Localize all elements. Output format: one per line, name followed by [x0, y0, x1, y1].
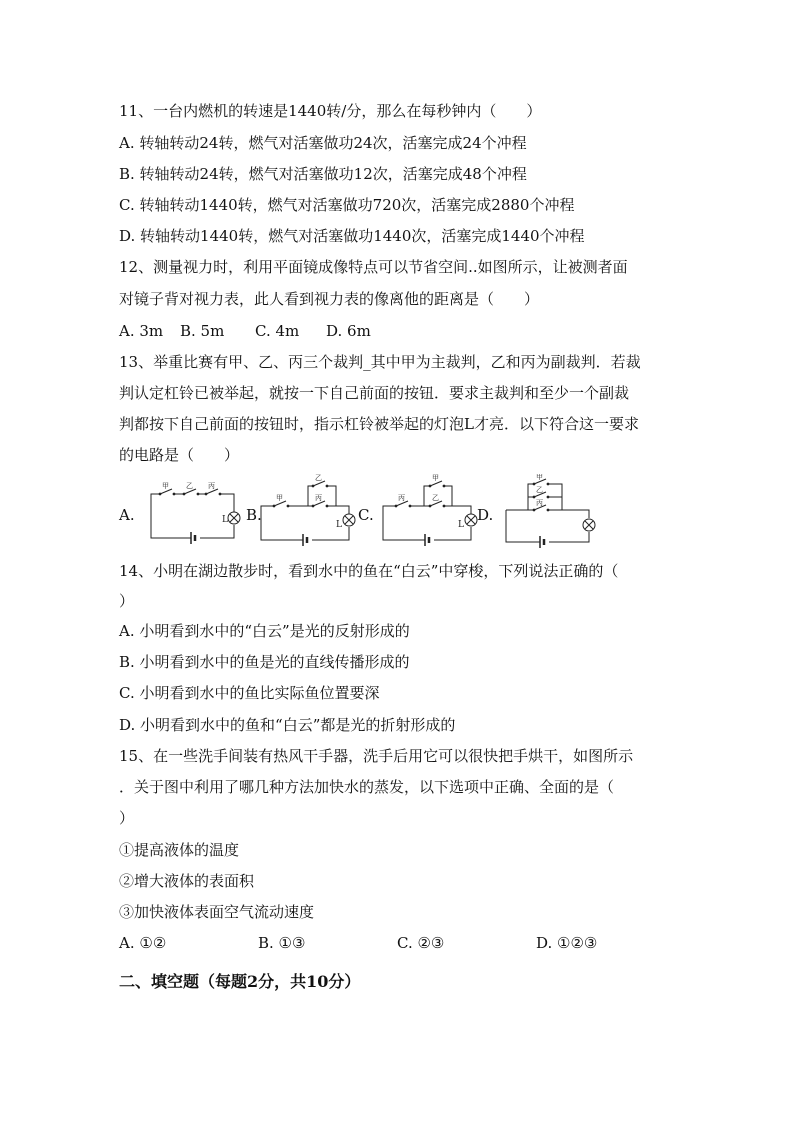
circuit-diagram-a — [148, 482, 248, 548]
q11-option-a: A. 转轴转动24转，燃气对活塞做功24次，活塞完成24个冲程 — [119, 134, 527, 152]
q12-option-b: B. 5m — [180, 322, 225, 340]
q14-option-d: D. 小明看到水中的鱼和“白云”都是光的折射形成的 — [119, 716, 456, 734]
circuit-d-switch-label: 乙 — [536, 486, 543, 494]
q14-option-a: A. 小明看到水中的“白云”是光的反射形成的 — [119, 622, 410, 640]
q13-option-a-label: A. — [119, 506, 135, 524]
circuit-a-switch-label: 丙 — [208, 482, 215, 490]
q11-option-c: C. 转轴转动1440转，燃气对活塞做功720次，活塞完成2880个冲程 — [119, 196, 575, 214]
circuit-diagram-c — [380, 474, 484, 550]
circuit-b-lamp-label: L — [336, 520, 342, 530]
circuit-c-switch-label: 甲 — [432, 474, 439, 482]
circuit-b-switch-label: 丙 — [315, 494, 322, 502]
q13-option-b-label: B. — [246, 506, 262, 524]
q12-option-a: A. 3m — [119, 322, 164, 340]
q15-stem-line3: ） — [119, 809, 135, 827]
q11-stem: 11、一台内燃机的转速是1440转/分，那么在每秒钟内（ ） — [119, 102, 542, 120]
circuit-b-switch-label: 甲 — [276, 494, 283, 502]
circuit-d-switch-label: 甲 — [536, 474, 543, 481]
q15-item-2: ②增大液体的表面积 — [119, 872, 255, 890]
circuit-c-switch-label: 丙 — [398, 494, 405, 502]
q14-option-c: C. 小明看到水中的鱼比实际鱼位置要深 — [119, 684, 380, 702]
q14-option-b: B. 小明看到水中的鱼是光的直线传播形成的 — [119, 653, 410, 671]
q13-option-d-label: D. — [477, 506, 494, 524]
q15-option-b: B. ①③ — [258, 934, 306, 952]
circuit-a-switch-label: 甲 — [162, 482, 169, 490]
circuit-c-switch-label: 乙 — [432, 494, 439, 502]
q15-stem-line2: ．关于图中利用了哪几种方法加快水的蒸发，以下选项中正确、全面的是（ — [119, 778, 615, 796]
circuit-b-switch-label: 乙 — [315, 474, 322, 482]
q13-option-c-label: C. — [358, 506, 374, 524]
q11-option-d: D. 转轴转动1440转，燃气对活塞做功1440次，活塞完成1440个冲程 — [119, 227, 585, 245]
q15-stem-line1: 15、在一些洗手间装有热风干手器，洗手后用它可以很快把手烘干，如图所示 — [119, 747, 634, 765]
q12-option-c: C. 4m — [255, 322, 300, 340]
q13-stem-line2: 判认定杠铃已被举起，就按一下自己前面的按钮．要求主裁判和至少一个副裁 — [119, 384, 630, 402]
section-heading: 二、填空题（每题2分，共10分） — [119, 972, 361, 991]
q13-stem-line3: 判都按下自己前面的按钮时，指示杠铃被举起的灯泡L才亮．以下符合这一要求 — [119, 415, 639, 433]
circuit-diagram-b — [258, 474, 362, 550]
q13-stem-line1: 13、举重比赛有甲、乙、丙三个裁判_其中甲为主裁判，乙和丙为副裁判．若裁 — [119, 353, 641, 371]
q12-stem-line1: 12、测量视力时，利用平面镜成像特点可以节省空间..如图所示，让被测者面 — [119, 258, 628, 276]
circuit-a-lamp-label: L — [222, 515, 228, 525]
q15-item-1: ①提高液体的温度 — [119, 841, 240, 859]
q12-stem-line2: 对镜子背对视力表，此人看到视力表的像离他的距离是（ ） — [119, 290, 540, 308]
q15-option-d: D. ①②③ — [536, 934, 598, 952]
circuit-d-switch-label: 丙 — [536, 499, 543, 507]
circuit-diagram-d — [500, 474, 600, 552]
q13-stem-line4: 的电路是（ ） — [119, 446, 240, 464]
circuit-c-lamp-label: L — [458, 520, 464, 530]
q15-option-a: A. ①② — [119, 934, 167, 952]
q15-option-c: C. ②③ — [397, 934, 445, 952]
q12-option-d: D. 6m — [326, 322, 371, 340]
q11-option-b: B. 转轴转动24转，燃气对活塞做功12次，活塞完成48个冲程 — [119, 165, 527, 183]
circuit-a-switch-label: 乙 — [186, 482, 193, 490]
q15-item-3: ③加快液体表面空气流动速度 — [119, 903, 315, 921]
q14-stem-line1: 14、小明在湖边散步时，看到水中的鱼在“白云”中穿梭，下列说法正确的（ — [119, 562, 619, 580]
q14-stem-line2: ） — [119, 592, 135, 610]
